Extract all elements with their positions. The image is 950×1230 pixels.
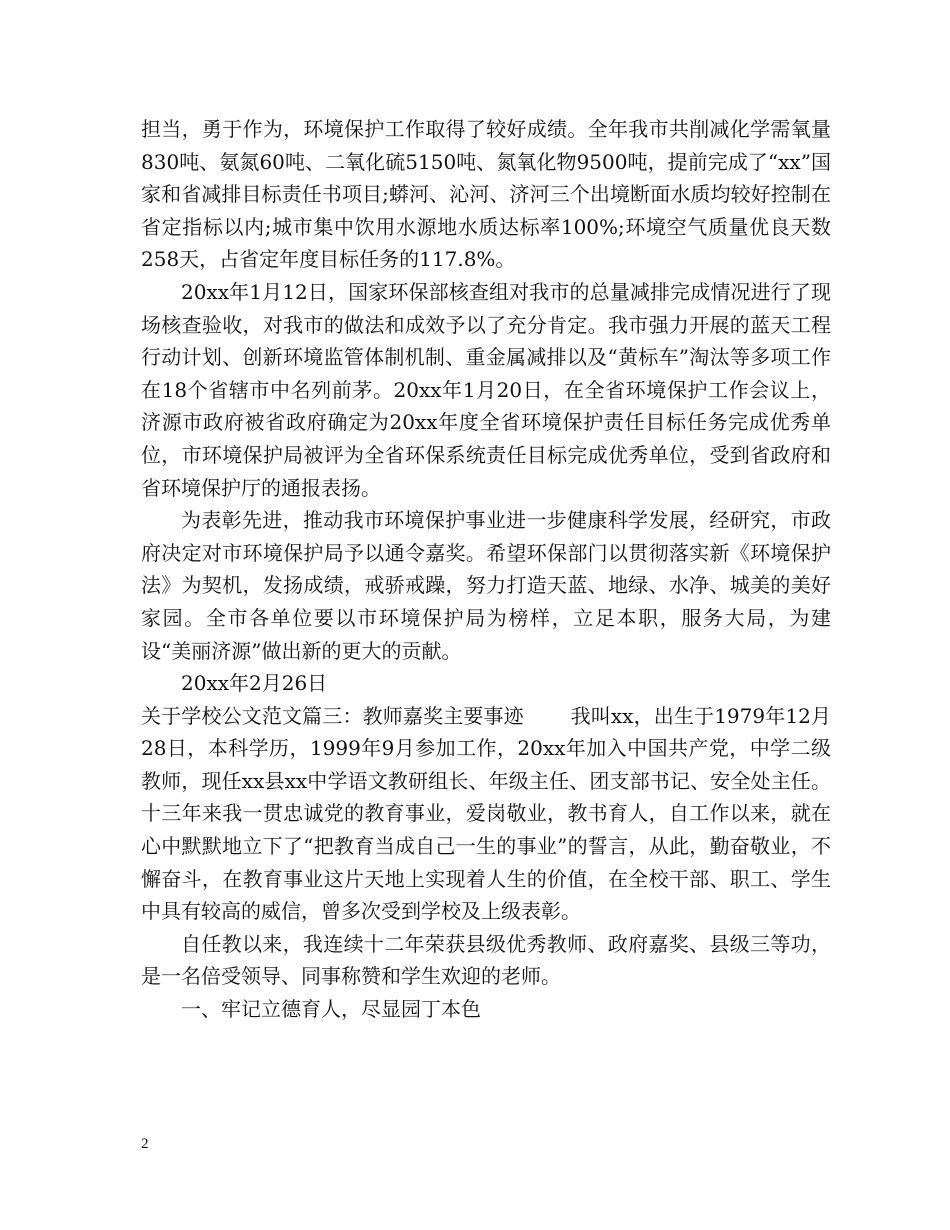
section-heading: 一、牢记立德育人，尽显园丁本色 [181, 997, 481, 1022]
document-date: 20xx年2月26日 [181, 671, 328, 696]
paragraph-commendation: 为表彰先进，推动我市环境保护事业进一步健康科学发展，经研究，市政府决定对市环境保护局予以通令嘉奖。希望环保部门以贯彻落实新《环境保护法》为契机，发扬成绩，戒骄戒躁，努力打造天蓝、地绿、水净、城美的美好家园。全市各单位要以市环境保护局为榜样，立足本职，服务大局，为建设“美丽济源”做出新的更大的贡献。 [141, 508, 831, 663]
paragraph-continuation: 担当，勇于作为，环境保护工作取得了较好成绩。全年我市共削减化学需氧量830吨、氨氮60吨、二氧化硫5150吨、氮氧化物9500吨，提前完成了“xx”国家和省减排目标责任书项目;蟒河、沁河、济河三个出境断面水质均较好控制在省定指标以内;城市集中饮用水源地水质达标率100%;环境空气质量优良天数258天，占省定年度目标任务的117.8%。 [141, 117, 831, 272]
paragraph-verification: 20xx年1月12日，国家环保部核查组对我市的总量减排完成情况进行了现场核查验收，对我市的做法和成效予以了充分肯定。我市强力开展的蓝天工程行动计划、创新环境监管体制机制、重金属减排以及“黄标车”淘汰等多项工作在18个省辖市中名列前茅。20xx年1月20日，在全省环境保护工作会议上，济源市政府被省政府确定为20xx年度全省环境保护责任目标任务完成优秀单位，市环境保护局被评为全省环保系统责任目标完成优秀单位，受到省政府和省环境保护厅的通报表扬。 [141, 279, 831, 500]
document-body [141, 113, 831, 1026]
paragraph-awards: 自任教以来，我连续十二年荣获县级优秀教师、政府嘉奖、县级三等功，是一名倍受领导、同事称赞和学生欢迎的老师。 [141, 931, 831, 989]
paragraph-teacher-intro: 关于学校公文范文篇三：教师嘉奖主要事迹 我叫xx，出生于1979年12月28日，本科学历，1999年9月参加工作，20xx年加入中国共产党，中学二级教师，现任xx县xx中学语文教研组长、年级主任、团支部书记、安全处主任。十三年来我一贯忠诚党的教育事业，爱岗敬业，教书育人，自工作以来，就在心中默默地立下了“把教育当成自己一生的事业”的誓言，从此，勤奋敬业，不懈奋斗，在教育事业这片天地上实现着人生的价值，在全校干部、职工、学生中具有较高的威信，曾多次受到学校及上级表彰。 [141, 703, 831, 924]
page-number: 2 [141, 1136, 149, 1152]
